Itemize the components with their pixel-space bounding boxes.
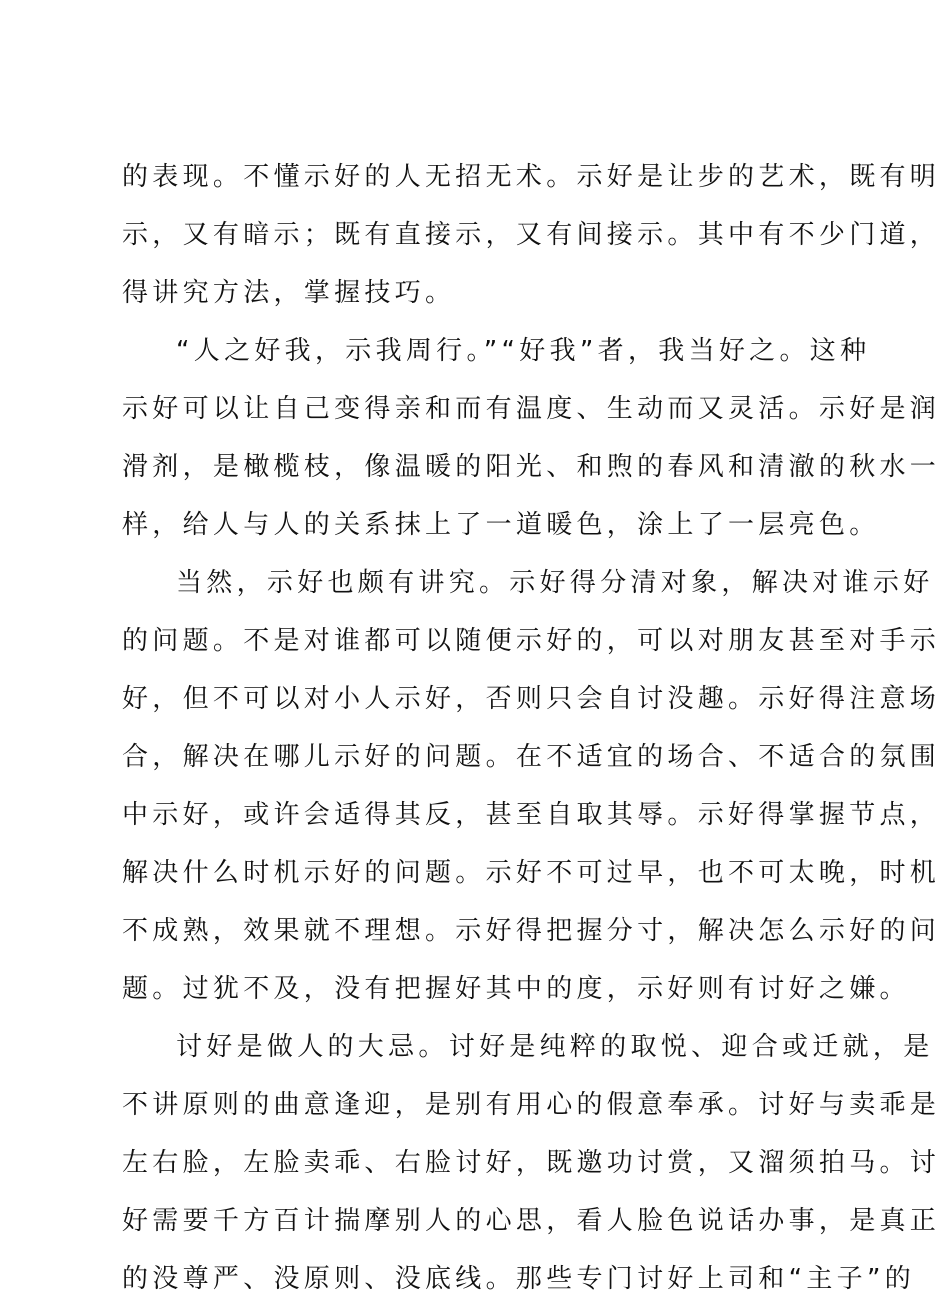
paragraph-first-line: “人之好我，示我周行。”“好我”者，我当好之。这种 [176, 336, 871, 366]
text-line: 示好可以让自己变得亲和而有温度、生动而又灵活。示好是润 [122, 394, 940, 424]
text-line: 样，给人与人的关系抹上了一道暖色，涂上了一层亮色。 [122, 510, 880, 540]
text-line: 左右脸，左脸卖乖、右脸讨好，既邀功讨赏，又溜须拍马。讨 [122, 1148, 940, 1178]
text-line: 得讲究方法，掌握技巧。 [122, 278, 456, 308]
text-line: 解决什么时机示好的问题。示好不可过早，也不可太晚，时机 [122, 858, 940, 888]
text-line: 题。过犹不及，没有把握好其中的度，示好则有讨好之嫌。 [122, 974, 910, 1004]
text-line: 的没尊严、没原则、没底线。那些专门讨好上司和“主子”的 [122, 1264, 916, 1294]
paragraph-first-line: 当然，示好也颇有讲究。示好得分清对象，解决对谁示好 [176, 568, 934, 598]
text-line: 好需要千方百计揣摩别人的心思，看人脸色说话办事，是真正 [122, 1206, 940, 1236]
text-line: 示，又有暗示；既有直接示，又有间接示。其中有不少门道， [122, 220, 940, 250]
text-line: 滑剂，是橄榄枝，像温暖的阳光、和煦的春风和清澈的秋水一 [122, 452, 940, 482]
body-text [122, 148, 940, 1308]
text-line: 不成熟，效果就不理想。示好得把握分寸，解决怎么示好的问 [122, 916, 940, 946]
text-line: 合，解决在哪儿示好的问题。在不适宜的场合、不适合的氛围 [122, 742, 940, 772]
text-line: 不讲原则的曲意逢迎，是别有用心的假意奉承。讨好与卖乖是 [122, 1090, 940, 1120]
paragraph-first-line: 讨好是做人的大忌。讨好是纯粹的取悦、迎合或迁就，是 [176, 1032, 934, 1062]
text-line: 中示好，或许会适得其反，甚至自取其辱。示好得掌握节点， [122, 800, 940, 830]
text-line: 好，但不可以对小人示好，否则只会自讨没趣。示好得注意场 [122, 684, 940, 714]
text-line: 的表现。不懂示好的人无招无术。示好是让步的艺术，既有明 [122, 162, 940, 192]
text-line: 的问题。不是对谁都可以随便示好的，可以对朋友甚至对手示 [122, 626, 940, 656]
